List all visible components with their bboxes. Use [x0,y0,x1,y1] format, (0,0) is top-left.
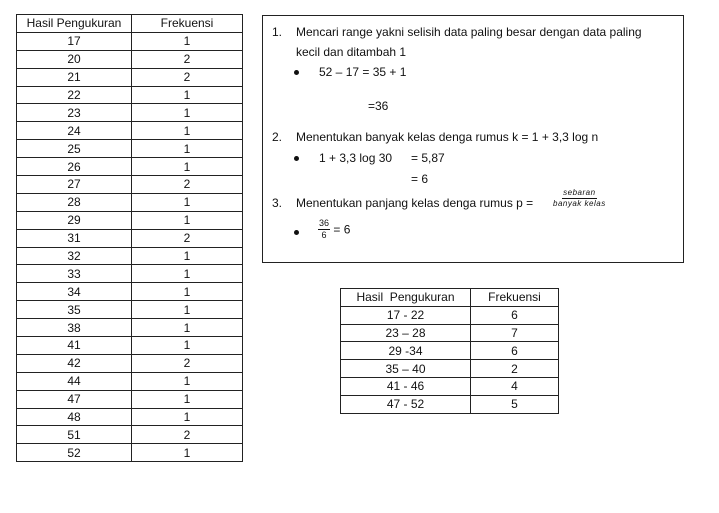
table-row [17,408,243,426]
cell-frekuensi: 1 [132,140,243,158]
cell-hasil-pengukuran: 33 [17,265,132,283]
cell-frekuensi: 2 [471,360,559,378]
step3-line1: Menentukan panjang kelas denga rumus p = [296,196,534,210]
cell-hasil-pengukuran: 23 [17,104,132,122]
table-row [341,324,559,342]
step2-eq1: = 5,87 [411,151,445,165]
steps-box [262,15,684,263]
step2-number: 2. [272,130,283,144]
grouped-table-header [341,289,559,307]
grouped-frequency-table [340,288,559,414]
cell-hasil-pengukuran: 29 [17,211,132,229]
calc-result: = 6 [333,222,351,237]
cell-frekuensi: 2 [132,50,243,68]
fraction-numerator: sebaran [563,188,596,197]
cell-frekuensi: 1 [132,337,243,355]
cell-frekuensi: 1 [132,211,243,229]
table-row [17,68,243,86]
cell-frekuensi: 1 [132,32,243,50]
cell-hasil-pengukuran: 17 [17,32,132,50]
table-row [17,444,243,462]
cell-hasil-pengukuran: 44 [17,372,132,390]
cell-frekuensi: 1 [132,372,243,390]
cell-hasil-pengukuran: 48 [17,408,132,426]
header-frekuensi: Frekuensi [471,289,559,307]
cell-frekuensi: 6 [471,342,559,360]
cell-frekuensi: 2 [132,229,243,247]
cell-hasil-pengukuran: 32 [17,247,132,265]
table-row [341,377,559,395]
table-row [341,360,559,378]
frequency-table-header [17,15,243,33]
step1-line2: kecil dan ditambah 1 [296,45,407,59]
cell-frekuensi: 7 [471,324,559,342]
cell-hasil-pengukuran: 26 [17,158,132,176]
table-row [17,176,243,194]
cell-hasil-pengukuran: 23 – 28 [341,324,471,342]
cell-hasil-pengukuran: 42 [17,354,132,372]
cell-hasil-pengukuran: 34 [17,283,132,301]
cell-hasil-pengukuran: 35 [17,301,132,319]
table-row [17,32,243,50]
table-row [17,193,243,211]
cell-frekuensi: 1 [132,283,243,301]
step1-result: =36 [368,99,389,113]
calc-denominator: 6 [321,230,327,240]
cell-frekuensi: 1 [132,104,243,122]
cell-hasil-pengukuran: 25 [17,140,132,158]
cell-hasil-pengukuran: 22 [17,86,132,104]
bullet-icon [294,70,299,75]
table-row [17,50,243,68]
bullet-icon [294,230,299,235]
cell-hasil-pengukuran: 41 - 46 [341,377,471,395]
cell-frekuensi: 1 [132,408,243,426]
cell-frekuensi: 1 [132,390,243,408]
table-row [17,122,243,140]
step2-calc: 1 + 3,3 log 30 [319,151,393,165]
cell-hasil-pengukuran: 51 [17,426,132,444]
table-row [17,372,243,390]
table-row [341,342,559,360]
table-row [17,283,243,301]
cell-hasil-pengukuran: 24 [17,122,132,140]
calc-numerator: 36 [319,218,330,228]
step1-number: 1. [272,25,283,39]
cell-hasil-pengukuran: 47 - 52 [341,395,471,413]
cell-hasil-pengukuran: 31 [17,229,132,247]
cell-frekuensi: 1 [132,301,243,319]
table-row [17,158,243,176]
frequency-table [16,14,243,462]
step3-calc [318,219,350,240]
step3-number: 3. [272,196,283,210]
table-row [341,395,559,413]
table-row [341,306,559,324]
table-row [17,337,243,355]
table-row [17,319,243,337]
cell-hasil-pengukuran: 17 - 22 [341,306,471,324]
step1-line1: Mencari range yakni selisih data paling besar dengan data paling [296,25,642,39]
table-row [17,247,243,265]
cell-hasil-pengukuran: 47 [17,390,132,408]
cell-hasil-pengukuran: 21 [17,68,132,86]
step2-line1: Menentukan banyak kelas denga rumus k = 1 + 3,3 log n [296,130,599,144]
cell-frekuensi: 5 [471,395,559,413]
table-row [17,390,243,408]
cell-hasil-pengukuran: 38 [17,319,132,337]
cell-frekuensi: 1 [132,444,243,462]
cell-frekuensi: 1 [132,193,243,211]
cell-hasil-pengukuran: 29 -34 [341,342,471,360]
cell-hasil-pengukuran: 28 [17,193,132,211]
cell-frekuensi: 1 [132,319,243,337]
cell-frekuensi: 2 [132,68,243,86]
table-row [17,426,243,444]
table-row [17,140,243,158]
table-row [17,354,243,372]
header-hasil-pengukuran: Hasil Pengukuran [17,15,132,33]
cell-hasil-pengukuran: 35 – 40 [341,360,471,378]
cell-hasil-pengukuran: 41 [17,337,132,355]
step3-formula-fraction [553,189,606,208]
step1-calc: 52 – 17 = 35 + 1 [319,65,407,79]
table-row [17,211,243,229]
step2-eq2: = 6 [411,172,429,186]
fraction-denominator: banyak kelas [553,199,606,208]
cell-hasil-pengukuran: 20 [17,50,132,68]
cell-frekuensi: 1 [132,158,243,176]
cell-frekuensi: 6 [471,306,559,324]
cell-hasil-pengukuran: 52 [17,444,132,462]
cell-hasil-pengukuran: 27 [17,176,132,194]
cell-frekuensi: 2 [132,426,243,444]
cell-frekuensi: 1 [132,265,243,283]
header-hasil-pengukuran: Hasil Pengukuran [341,289,471,307]
bullet-icon [294,156,299,161]
table-row [17,301,243,319]
cell-frekuensi: 1 [132,247,243,265]
table-row [17,104,243,122]
table-row [17,86,243,104]
cell-frekuensi: 4 [471,377,559,395]
cell-frekuensi: 2 [132,176,243,194]
cell-frekuensi: 1 [132,86,243,104]
header-frekuensi: Frekuensi [132,15,243,33]
cell-frekuensi: 2 [132,354,243,372]
table-row [17,265,243,283]
table-row [17,229,243,247]
cell-frekuensi: 1 [132,122,243,140]
